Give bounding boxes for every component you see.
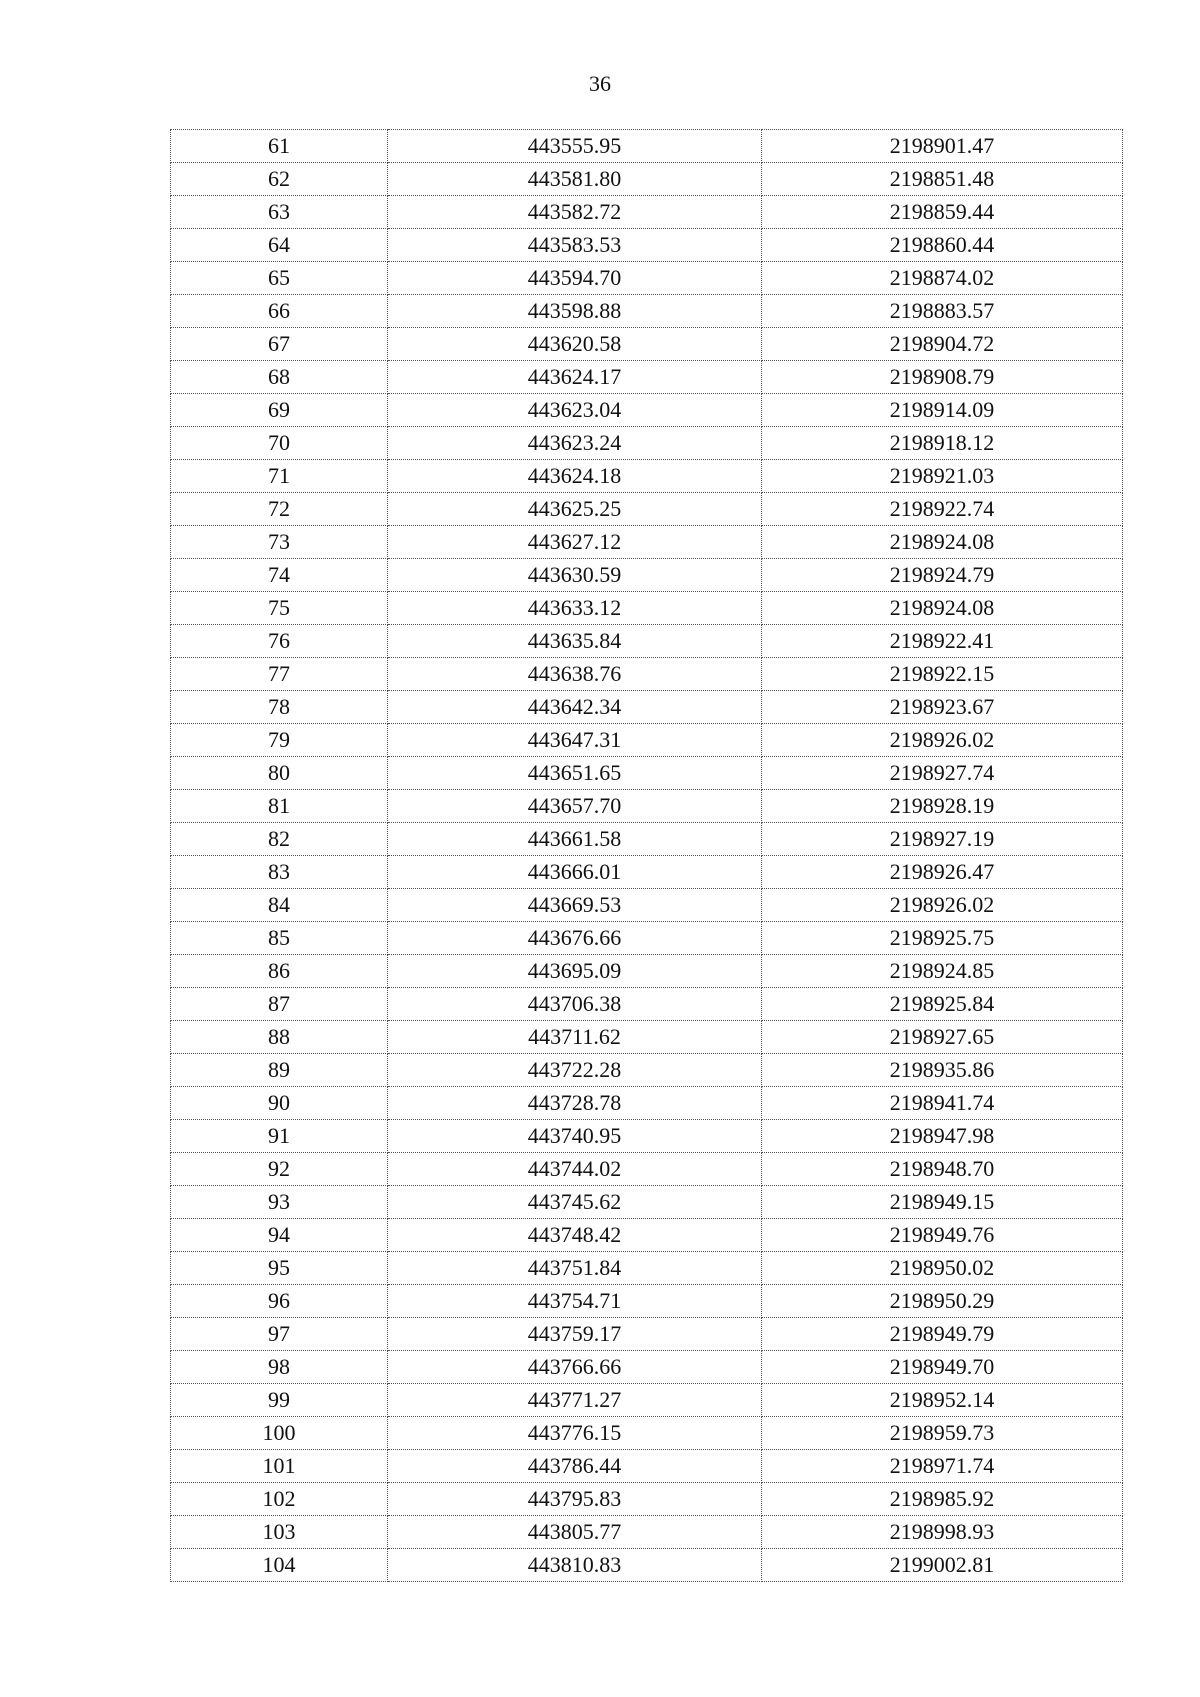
- point-number-cell: 80: [171, 757, 388, 790]
- point-number-cell: 95: [171, 1252, 388, 1285]
- point-number-cell: 97: [171, 1318, 388, 1351]
- y-coordinate-cell: 2198923.67: [762, 691, 1123, 724]
- table-row: [171, 1417, 1123, 1450]
- x-coordinate-cell: 443666.01: [388, 856, 762, 889]
- y-coordinate-cell: 2199002.81: [762, 1549, 1123, 1582]
- y-coordinate-cell: 2198859.44: [762, 196, 1123, 229]
- y-coordinate-cell: 2198908.79: [762, 361, 1123, 394]
- x-coordinate-cell: 443594.70: [388, 262, 762, 295]
- x-coordinate-cell: 443627.12: [388, 526, 762, 559]
- x-coordinate-cell: 443623.24: [388, 427, 762, 460]
- point-number-cell: 71: [171, 460, 388, 493]
- point-number-cell: 84: [171, 889, 388, 922]
- table-row: [171, 1516, 1123, 1549]
- y-coordinate-cell: 2198948.70: [762, 1153, 1123, 1186]
- y-coordinate-cell: 2198949.70: [762, 1351, 1123, 1384]
- table-row: [171, 394, 1123, 427]
- point-number-cell: 74: [171, 559, 388, 592]
- point-number-cell: 67: [171, 328, 388, 361]
- x-coordinate-cell: 443581.80: [388, 163, 762, 196]
- y-coordinate-cell: 2198959.73: [762, 1417, 1123, 1450]
- table-row: [171, 1120, 1123, 1153]
- point-number-cell: 78: [171, 691, 388, 724]
- y-coordinate-cell: 2198914.09: [762, 394, 1123, 427]
- table-row: [171, 163, 1123, 196]
- x-coordinate-cell: 443786.44: [388, 1450, 762, 1483]
- point-number-cell: 102: [171, 1483, 388, 1516]
- table-row: [171, 1483, 1123, 1516]
- x-coordinate-cell: 443744.02: [388, 1153, 762, 1186]
- table-row: [171, 1285, 1123, 1318]
- point-number-cell: 98: [171, 1351, 388, 1384]
- y-coordinate-cell: 2198901.47: [762, 130, 1123, 163]
- coordinate-table: [170, 129, 1123, 1582]
- point-number-cell: 73: [171, 526, 388, 559]
- x-coordinate-cell: 443740.95: [388, 1120, 762, 1153]
- table-row: [171, 1450, 1123, 1483]
- y-coordinate-cell: 2198927.65: [762, 1021, 1123, 1054]
- y-coordinate-cell: 2198985.92: [762, 1483, 1123, 1516]
- table-row: [171, 1549, 1123, 1582]
- table-row: [171, 262, 1123, 295]
- x-coordinate-cell: 443722.28: [388, 1054, 762, 1087]
- y-coordinate-cell: 2198926.02: [762, 724, 1123, 757]
- y-coordinate-cell: 2198950.02: [762, 1252, 1123, 1285]
- y-coordinate-cell: 2198922.74: [762, 493, 1123, 526]
- table-row: [171, 724, 1123, 757]
- point-number-cell: 75: [171, 592, 388, 625]
- point-number-cell: 68: [171, 361, 388, 394]
- table-row: [171, 1153, 1123, 1186]
- y-coordinate-cell: 2198922.15: [762, 658, 1123, 691]
- x-coordinate-cell: 443669.53: [388, 889, 762, 922]
- y-coordinate-cell: 2198950.29: [762, 1285, 1123, 1318]
- x-coordinate-cell: 443633.12: [388, 592, 762, 625]
- y-coordinate-cell: 2198924.08: [762, 526, 1123, 559]
- x-coordinate-cell: 443638.76: [388, 658, 762, 691]
- point-number-cell: 99: [171, 1384, 388, 1417]
- table-row: [171, 625, 1123, 658]
- table-row: [171, 229, 1123, 262]
- y-coordinate-cell: 2198941.74: [762, 1087, 1123, 1120]
- x-coordinate-cell: 443657.70: [388, 790, 762, 823]
- point-number-cell: 93: [171, 1186, 388, 1219]
- y-coordinate-cell: 2198924.85: [762, 955, 1123, 988]
- table-row: [171, 361, 1123, 394]
- x-coordinate-cell: 443771.27: [388, 1384, 762, 1417]
- table-row: [171, 526, 1123, 559]
- point-number-cell: 100: [171, 1417, 388, 1450]
- point-number-cell: 86: [171, 955, 388, 988]
- table-row: [171, 559, 1123, 592]
- table-row: [171, 1021, 1123, 1054]
- table-row: [171, 790, 1123, 823]
- point-number-cell: 92: [171, 1153, 388, 1186]
- x-coordinate-cell: 443583.53: [388, 229, 762, 262]
- y-coordinate-cell: 2198924.08: [762, 592, 1123, 625]
- y-coordinate-cell: 2198924.79: [762, 559, 1123, 592]
- x-coordinate-cell: 443620.58: [388, 328, 762, 361]
- x-coordinate-cell: 443748.42: [388, 1219, 762, 1252]
- table-row: [171, 988, 1123, 1021]
- y-coordinate-cell: 2198925.84: [762, 988, 1123, 1021]
- point-number-cell: 91: [171, 1120, 388, 1153]
- point-number-cell: 94: [171, 1219, 388, 1252]
- x-coordinate-cell: 443555.95: [388, 130, 762, 163]
- x-coordinate-cell: 443624.17: [388, 361, 762, 394]
- y-coordinate-cell: 2198927.19: [762, 823, 1123, 856]
- y-coordinate-cell: 2198851.48: [762, 163, 1123, 196]
- coordinate-table-body: [171, 130, 1123, 1582]
- table-row: [171, 493, 1123, 526]
- x-coordinate-cell: 443751.84: [388, 1252, 762, 1285]
- table-row: [171, 1219, 1123, 1252]
- x-coordinate-cell: 443728.78: [388, 1087, 762, 1120]
- x-coordinate-cell: 443623.04: [388, 394, 762, 427]
- x-coordinate-cell: 443676.66: [388, 922, 762, 955]
- y-coordinate-cell: 2198922.41: [762, 625, 1123, 658]
- point-number-cell: 104: [171, 1549, 388, 1582]
- table-row: [171, 130, 1123, 163]
- x-coordinate-cell: 443582.72: [388, 196, 762, 229]
- point-number-cell: 69: [171, 394, 388, 427]
- point-number-cell: 70: [171, 427, 388, 460]
- point-number-cell: 79: [171, 724, 388, 757]
- y-coordinate-cell: 2198874.02: [762, 262, 1123, 295]
- x-coordinate-cell: 443647.31: [388, 724, 762, 757]
- table-row: [171, 658, 1123, 691]
- table-row: [171, 856, 1123, 889]
- x-coordinate-cell: 443624.18: [388, 460, 762, 493]
- point-number-cell: 87: [171, 988, 388, 1021]
- y-coordinate-cell: 2198952.14: [762, 1384, 1123, 1417]
- y-coordinate-cell: 2198947.98: [762, 1120, 1123, 1153]
- x-coordinate-cell: 443625.25: [388, 493, 762, 526]
- point-number-cell: 89: [171, 1054, 388, 1087]
- point-number-cell: 82: [171, 823, 388, 856]
- table-row: [171, 592, 1123, 625]
- table-row: [171, 1252, 1123, 1285]
- x-coordinate-cell: 443651.65: [388, 757, 762, 790]
- y-coordinate-cell: 2198921.03: [762, 460, 1123, 493]
- point-number-cell: 83: [171, 856, 388, 889]
- y-coordinate-cell: 2198949.76: [762, 1219, 1123, 1252]
- table-row: [171, 1318, 1123, 1351]
- point-number-cell: 63: [171, 196, 388, 229]
- y-coordinate-cell: 2198949.79: [762, 1318, 1123, 1351]
- table-row: [171, 823, 1123, 856]
- x-coordinate-cell: 443642.34: [388, 691, 762, 724]
- point-number-cell: 61: [171, 130, 388, 163]
- table-row: [171, 1054, 1123, 1087]
- x-coordinate-cell: 443635.84: [388, 625, 762, 658]
- table-row: [171, 1087, 1123, 1120]
- table-row: [171, 955, 1123, 988]
- point-number-cell: 85: [171, 922, 388, 955]
- table-row: [171, 1351, 1123, 1384]
- x-coordinate-cell: 443776.15: [388, 1417, 762, 1450]
- table-row: [171, 196, 1123, 229]
- point-number-cell: 65: [171, 262, 388, 295]
- x-coordinate-cell: 443598.88: [388, 295, 762, 328]
- y-coordinate-cell: 2198928.19: [762, 790, 1123, 823]
- table-row: [171, 427, 1123, 460]
- y-coordinate-cell: 2198860.44: [762, 229, 1123, 262]
- point-number-cell: 77: [171, 658, 388, 691]
- table-row: [171, 1384, 1123, 1417]
- y-coordinate-cell: 2198998.93: [762, 1516, 1123, 1549]
- point-number-cell: 76: [171, 625, 388, 658]
- table-row: [171, 460, 1123, 493]
- y-coordinate-cell: 2198925.75: [762, 922, 1123, 955]
- point-number-cell: 64: [171, 229, 388, 262]
- x-coordinate-cell: 443795.83: [388, 1483, 762, 1516]
- y-coordinate-cell: 2198927.74: [762, 757, 1123, 790]
- point-number-cell: 90: [171, 1087, 388, 1120]
- y-coordinate-cell: 2198971.74: [762, 1450, 1123, 1483]
- x-coordinate-cell: 443759.17: [388, 1318, 762, 1351]
- table-row: [171, 922, 1123, 955]
- point-number-cell: 103: [171, 1516, 388, 1549]
- y-coordinate-cell: 2198926.02: [762, 889, 1123, 922]
- point-number-cell: 81: [171, 790, 388, 823]
- y-coordinate-cell: 2198926.47: [762, 856, 1123, 889]
- point-number-cell: 101: [171, 1450, 388, 1483]
- x-coordinate-cell: 443661.58: [388, 823, 762, 856]
- y-coordinate-cell: 2198935.86: [762, 1054, 1123, 1087]
- table-row: [171, 328, 1123, 361]
- x-coordinate-cell: 443805.77: [388, 1516, 762, 1549]
- table-row: [171, 691, 1123, 724]
- point-number-cell: 96: [171, 1285, 388, 1318]
- x-coordinate-cell: 443695.09: [388, 955, 762, 988]
- table-row: [171, 889, 1123, 922]
- x-coordinate-cell: 443745.62: [388, 1186, 762, 1219]
- point-number-cell: 62: [171, 163, 388, 196]
- y-coordinate-cell: 2198883.57: [762, 295, 1123, 328]
- page-number: 36: [589, 71, 611, 96]
- table-row: [171, 757, 1123, 790]
- x-coordinate-cell: 443810.83: [388, 1549, 762, 1582]
- x-coordinate-cell: 443766.66: [388, 1351, 762, 1384]
- table-row: [171, 295, 1123, 328]
- table-row: [171, 1186, 1123, 1219]
- x-coordinate-cell: 443711.62: [388, 1021, 762, 1054]
- point-number-cell: 88: [171, 1021, 388, 1054]
- y-coordinate-cell: 2198918.12: [762, 427, 1123, 460]
- point-number-cell: 72: [171, 493, 388, 526]
- point-number-cell: 66: [171, 295, 388, 328]
- x-coordinate-cell: 443630.59: [388, 559, 762, 592]
- x-coordinate-cell: 443754.71: [388, 1285, 762, 1318]
- y-coordinate-cell: 2198949.15: [762, 1186, 1123, 1219]
- y-coordinate-cell: 2198904.72: [762, 328, 1123, 361]
- x-coordinate-cell: 443706.38: [388, 988, 762, 1021]
